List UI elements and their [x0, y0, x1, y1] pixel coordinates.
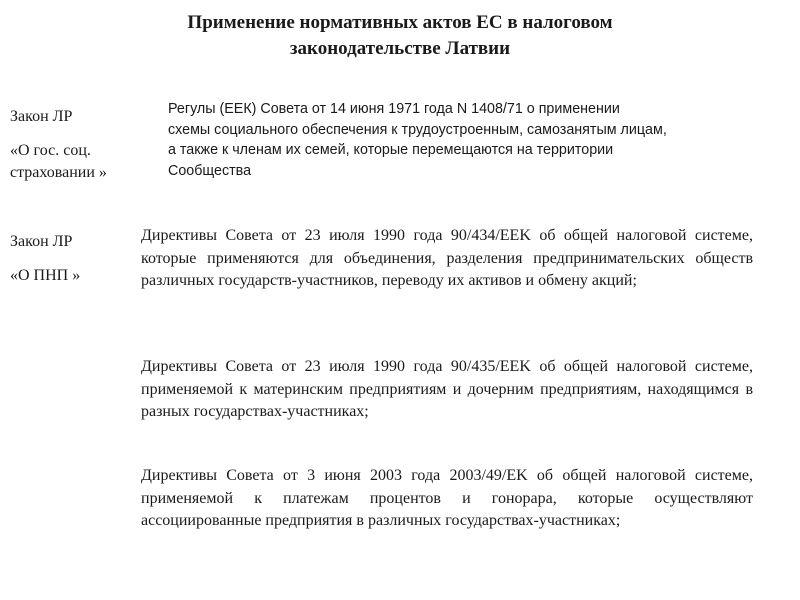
slide-title-line-2: законодательстве Латвии [289, 38, 511, 59]
directive-90-435: Директивы Совета от 23 июля 1990 года 90/435/EEK об общей налоговой системе, применяемой к материнским предприятиям и дочерним предприятиям, находящимся в разных государствах-участниках; [141, 358, 753, 420]
directive-2003-49: Директивы Совета от 3 июня 2003 года 2003/49/EK об общей налоговой системе, применяемой к платежам процентов и гонорара, которые осуществляют ассоциированные предприятия в различных государствах-участниках; [141, 467, 753, 529]
regulation-text [168, 99, 778, 181]
law-2-subject: «О ПНП » [10, 267, 81, 284]
slide-title [120, 10, 680, 62]
law-1-subject-line-1: «О гос. соц. [10, 142, 91, 159]
law-1-subject-line-2: страховании » [10, 164, 107, 181]
regulation-line-4: Сообщества [168, 162, 252, 179]
law-2-name: Закон ЛР [10, 233, 73, 250]
slide-title-line-1: Применение нормативных актов ЕС в налоговом [187, 12, 613, 33]
law-1-name: Закон ЛР [10, 108, 73, 125]
regulation-line-3: а также к членам их семей, которые перемещаются на территории [168, 142, 614, 158]
regulation-line-2: схемы социального обеспечения к трудоустроенным, самозанятым лицам, [168, 121, 667, 138]
directive-90-434: Директивы Совета от 23 июля 1990 года 90/434/EEK об общей налоговой системе, которые применяются для объединения, разделения предпринимательских обществ различных государств-участников, переводу их активов и обмену акций; [141, 227, 753, 289]
regulation-line-1: Регулы (ЕЕК) Совета от 14 июня 1971 года N 1408/71 о применении [168, 101, 620, 117]
